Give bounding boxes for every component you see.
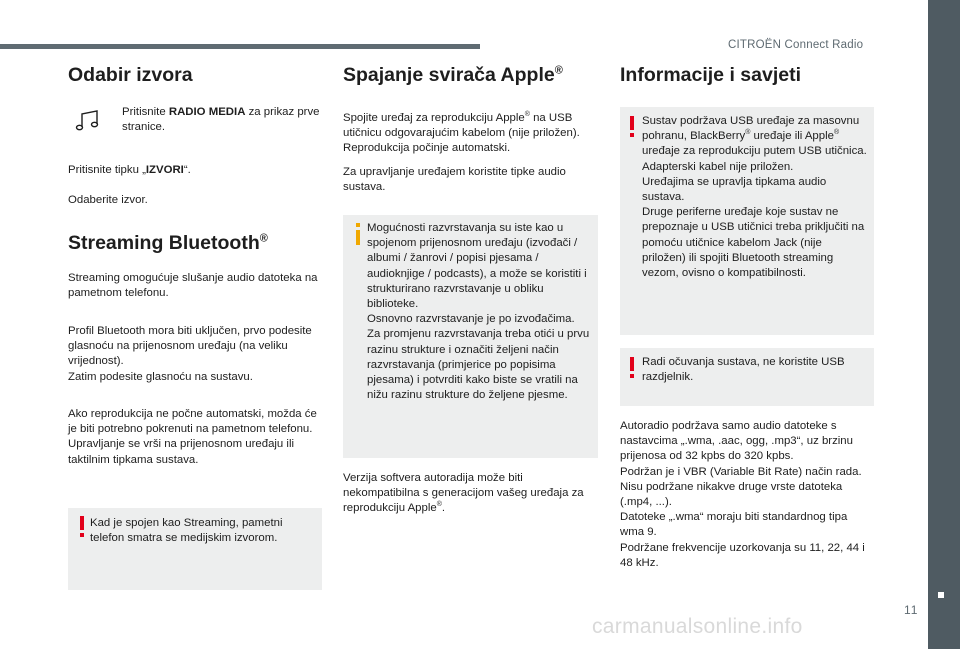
info-icon (353, 223, 363, 245)
continue-marker (938, 592, 944, 598)
warning-box-streaming (68, 508, 322, 590)
warning-box-usb (620, 107, 874, 335)
radio-media-step: Pritisnite RADIO MEDIA za prikaz prve stranice. (122, 106, 320, 134)
warning-exclamation-icon (77, 516, 87, 538)
warning-text-hub: Radi očuvanja sustava, ne koristite USB razdjelnik. (642, 356, 845, 384)
apple-connect-text: Spojite uređaj za reprodukciju Apple® na USB utičnicu odgovarajućim kabelom (nije priložen). Reprodukcija počinje automatski. (343, 111, 580, 155)
bluetooth-intro: Streaming omogućuje slušanje audio datoteka na pametnom telefonu. (68, 272, 318, 300)
header-rule (0, 44, 480, 49)
section-title-apple: Spajanje svirača Apple® (343, 64, 563, 86)
bluetooth-playback: Ako reprodukcija ne počne automatski, možda će je biti potrebno pokrenuti na pametnom telefonu. Upravljanje se vrši na prijenosnom uređaju ili taktilnim tipkama sustava. (68, 408, 317, 466)
section-title-bluetooth: Streaming Bluetooth® (68, 232, 268, 254)
warning-exclamation-icon (627, 116, 637, 138)
page-number: 11 (904, 603, 919, 617)
watermark: carmanualsonline.info (592, 615, 803, 638)
info-text-sorting: Mogućnosti razvrstavanja su iste kao u spojenom prijenosnom uređaju (izvođači / albumi / žanrovi / popisi pjesama / audioknjige / podcasts), a može se koristiti i strukturirano razvrstavanje u obliku biblioteke. Osnovno razvrstavanje je po izvođačima. Za promjenu razvrstavanja treba otići u prvu razinu strukture i označiti željeni način razvrstavanja (primjerice po popisima pjesama) i potvrditi kako biste se vratili na nižu razinu strukture do željene pjesme. (367, 222, 590, 402)
info-box-sorting (343, 215, 598, 458)
section-title-info: Informacije i savjeti (620, 64, 801, 86)
warning-exclamation-icon (627, 357, 637, 379)
warning-box-hub (620, 348, 874, 406)
apple-control-text: Za upravljanje uređajem koristite tipke audio sustava. (343, 166, 566, 194)
warning-text-usb: Sustav podržava USB uređaje za masovnu pohranu, BlackBerry® uređaje ili Apple® uređaje za reprodukciju putem USB utičnica. Adapterski kabel nije priložen. Uređajima se upravlja tipkama audio sustava. Druge periferne uređaje koje sustav ne prepoznaje u USB utičnici treba priključiti na pomoću utičnice kabelom Jack (nije priložen) ili spojiti Bluetooth streaming vezom, ovisno o kompatibilnosti. (642, 115, 867, 280)
audio-formats-text: Autoradio podržava samo audio datoteke s nastavcima „.wma, .aac, ogg, .mp3“, uz brzinu prijenosa od 32 kpbs do 320 kpbs. Podržan je i VBR (Variable Bit Rate) način rada. Nisu podržane nikakve druge vrste datoteka (.mp4, ...). Datoteke „.wma“ moraju biti standardnog tipa wma 9. Podržane frekvencije uzorkovanja su 11, 22, 44 i 48 kHz. (620, 420, 865, 569)
section-title-source: Odabir izvora (68, 64, 193, 86)
page-sidebar (928, 0, 960, 649)
bluetooth-volume: Profil Bluetooth mora biti uključen, prvo podesite glasnoću na prijenosnom uređaju (na veliku vrijednost). Zatim podesite glasnoću na sustavu. (68, 325, 312, 383)
select-source-step: Odaberite izvor. (68, 194, 148, 206)
music-note-icon (75, 108, 101, 134)
warning-text-streaming: Kad je spojen kao Streaming, pametni telefon smatra se medijskim izvorom. (90, 517, 283, 545)
header-brand: CITROËN Connect Radio (728, 39, 864, 51)
press-sources-step: Pritisnite tipku „IZVORI“. (68, 164, 191, 176)
apple-compatibility-text: Verzija softvera autoradija može biti nekompatibilna s generacijom vašeg uređaja za reprodukciju Apple®. (343, 472, 584, 515)
